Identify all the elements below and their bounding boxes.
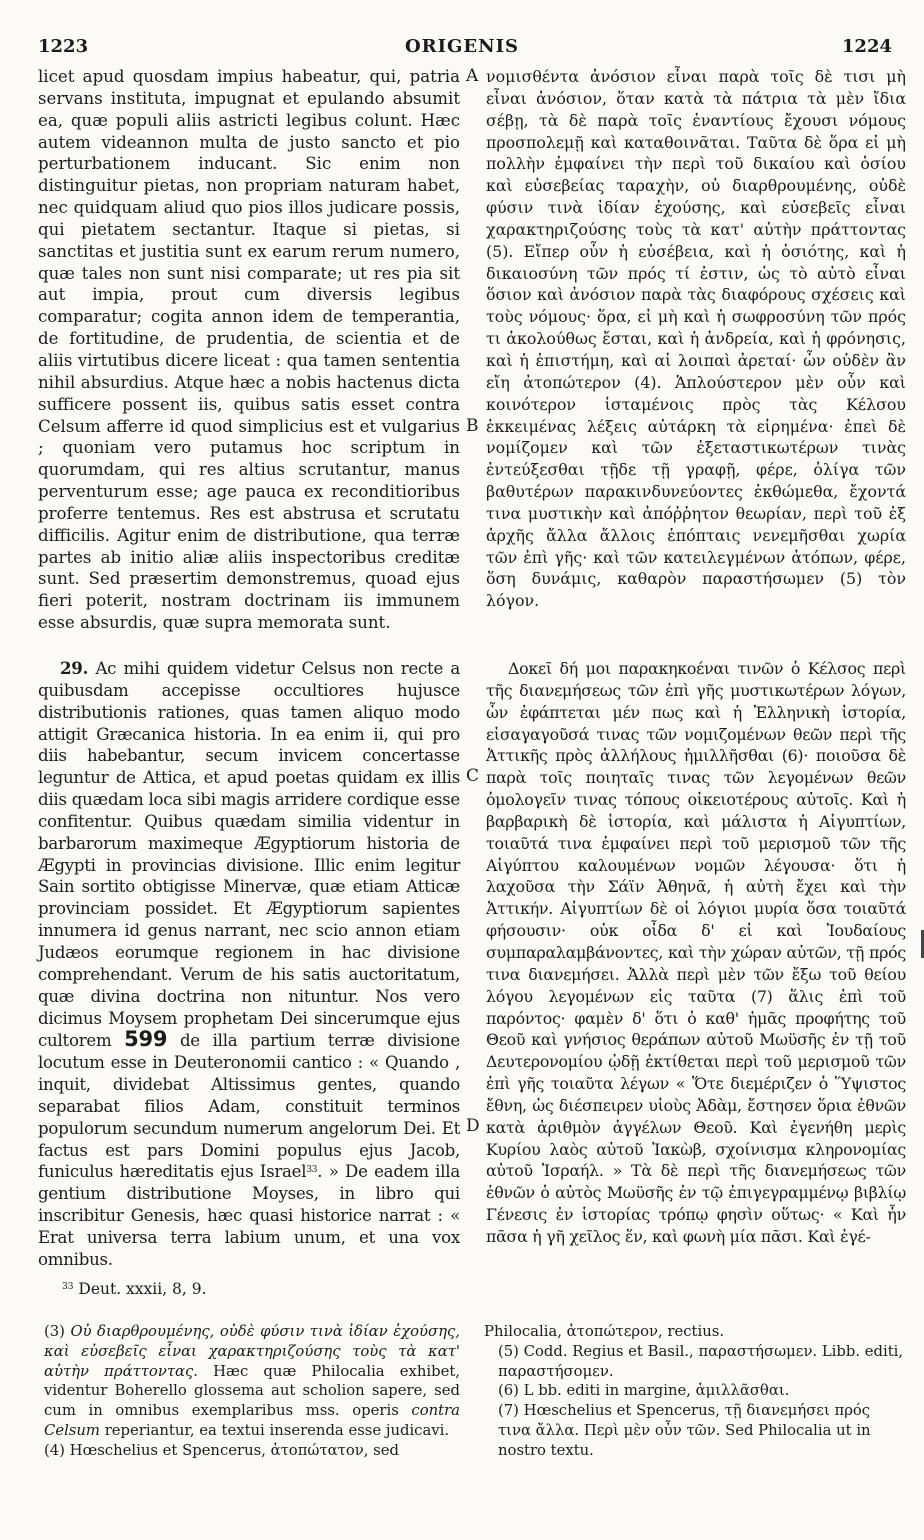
latin-paragraph-29 <box>38 658 460 1271</box>
footnote-text: reperiantur, ea textui inserenda esse judicavi. <box>104 1421 450 1439</box>
latin-paragraph: licet apud quosdam impius habeatur, qui, patria servans instituta, impugnat et epulando absumit ea, quæ populi aliis astricti legibus colunt. Hæc autem videannon multa de justo sancto et pio perturbationem inducant. Sic enim non distinguitur pietas, non propriam naturam habet, nec quidquam aliud quo pios illos judicare possis, qui pietatem sectantur. Itaque si pietas, si sanctitas et justitia sunt ex earum rerum numero, quæ tales non sunt nisi comparate; ut res pia sit aut impia, prout cum diversis legibus comparatur; cogita annon idem de temperantia, de fortitudine, de prudentia, de scientia et de aliis virtutibus dicere liceat : qua tamen sententia nihil absurdius. Atque hæc a nobis hactenus dicta sufficere possent iis, quibus satis esset contra Celsum afferre id quod simplicius est et vulgarius ; quoniam vero putamus hoc scriptum in quorumdam, qui res altius scrutantur, manus perventurum esse; age pauca ex reconditioribus proferre tentemus. Res est abstrusa et scrutatu difficilis. Agitur enim de distributione, qua terræ partes ab initio aliæ aliis inspectoribus creditæ sunt. Sed præsertim demonstremus, quoad ejus fieri poterit, nostram doctrinam iis immunem esse absurdis, quæ supra memorata sunt. <box>38 67 460 633</box>
footnote-text: Deut. xxxii, 8, 9. <box>78 1280 207 1298</box>
greek-paragraph-29: Δοκεῖ δή μοι παρακηκοέναι τινῶν ὁ Κέλσος περὶ τῆς διανεμήσεως τῶν ἐπὶ γῆς μυστικωτέρων λόγων, ὧν ἐφάπτεται μέν πως καὶ ἡ Ἑλληνικὴ ἱστορία, εἰσαγαγοῦσά τινας τῶν νομιζομένων θεῶν περὶ τῆς Ἀττικῆς πρὸς ἀλλήλους ἡμιλλῆσθαι (6)· ποιοῦσα δὲ παρὰ τοῖς ποιηταῖς τινας τῶν λεγομένων θεῶν ὁμολογεῖν τινας τόπους οἰκειοτέρους αὐτοῖς. Καὶ ἡ βαρβαρικὴ δὲ ἱστορία, καὶ μάλιστα ἡ Αἰγυπτίων, τοιαῦτά τινα ἐμφαίνει περὶ τοῦ μερισμοῦ τῶν τῆς Αἰγύπτου καλουμένων νομῶν λέγουσα· ὅτι ἡ λαχοῦσα τὴν Σάϊν Ἀθηνᾶ, ἡ αὐτὴ ἔχει καὶ τὴν Ἀττικήν. Αἰγυπτίων δὲ οἱ λόγιοι μυρία ὅσα τοιαῦτά φήσουσιν· οὐκ οἶδα δ' εἰ καὶ Ἰουδαίους συμπαραλαμβάνοντες, καὶ τὴν χώραν αὐτῶν, τῇ πρός τινα διανεμήσει. Ἀλλὰ περὶ μὲν τῶν ἔξω τοῦ θείου λόγου λεγομένων εἰς ταῦτα (7) ἅλις ἐπὶ τοῦ παρόντος· φαμὲν δ' ὅτι ὁ καθ' ἡμᾶς προφήτης τοῦ Θεοῦ καὶ γνήσιος θεράπων αὐτοῦ Μωϋσῆς ἐν τῇ τοῦ Δευτερονομίου ᾠδῇ ἐκτίθεται περὶ τοῦ μερισμοῦ τῶν ἐπὶ γῆς τοιαῦτα λέγων « Ὅτε διεμέριζεν ὁ Ὕψιστος ἔθνη, ὡς διέσπειρεν υἱοὺς Ἀδὰμ, ἔστησεν ὅρια ἐθνῶν κατὰ ἀριθμὸν ἀγγέλων Θεοῦ. Καὶ ἐγενήθη μερὶς Κυρίου λαὸς αὐτοῦ Ἰακὼβ, σχοίνισμα κληρονομίας αὐτοῦ Ἰσραήλ. » Τὰ δὲ περὶ τῆς διανεμήσεως τῶν ἐθνῶν ὁ αὐτὸς Μωϋσῆς ἐν τῷ ἐπιγεγραμμένῳ βιβλίῳ Γένεσις ἐν ἱστορίας τρόπῳ φησὶν οὕτως· « Καὶ ἦν πᾶσα ἡ γῆ χεῖλος ἕν, καὶ φωνὴ μία πᾶσι. Καὶ ἐγέ- <box>486 659 906 1246</box>
greek-column-top <box>486 66 906 612</box>
margin-letter-d: D <box>466 1116 480 1136</box>
footnote-number: 33 <box>62 1282 74 1292</box>
margin-letter-a: A <box>466 66 479 86</box>
greek-paragraph: νομισθέντα ἀνόσιον εἶναι παρὰ τοῖς δὲ τισι μὴ εἶναι ἀνόσιον, ὅταν κατὰ τὰ πάτρια τὰ μὲν ἴδια σέβῃ, τὰ δὲ παρὰ τοῖς ἐναντίους ἔχουσι νόμους προσπολεμῇ καὶ καταθοινᾶται. Ταῦτα δὲ ὅρα εἰ μὴ πολλὴν ἐμφαίνει τὴν περὶ τοῦ δικαίου καὶ ὁσίου καὶ εὐσεβείας ταραχὴν, οὐ διαρθρουμένης, οὐδὲ φύσιν τινὰ ἰδίαν ἐχούσης, καὶ εὐσεβεῖς εἶναι χαρακτηριζούσης τοὺς τὰ κατ' αὐτὴν πράττοντας (5). Εἴπερ οὖν ἡ εὐσέβεια, καὶ ἡ ὁσιότης, καὶ ἡ δικαιοσύνη τῶν πρός τί ἐστιν, ὡς τὸ αὐτὸ εἶναι ὅσιον καὶ ἀνόσιον παρὰ τὰς διαφόρους σχέσεις καὶ τοὺς νόμους· ὅρα, εἰ μὴ καὶ ἡ σωφροσύνη τῶν πρός τι ἀκολούθως ἔσται, καὶ ἡ ἀνδρεία, καὶ ἡ φρόνησις, καὶ ἡ ἐπιστήμη, καὶ αἱ λοιπαὶ ἀρεταί· ὧν οὐδὲν ἂν εἴη ἀτοπώτερον (4). Ἁπλούστερον μὲν οὖν καὶ κοινότερον ἱσταμένοις πρὸς τὰς Κέλσου ἐκκειμένας λέξεις αὐτάρκη τὰ εἰρημένα· ἐπεὶ δὲ νομίζομεν καὶ τῶν ἐξεταστικωτέρων τινὰς ἐντεύξεσθαι τῇδε τῇ γραφῇ, φέρε, ὀλίγα τῶν βαθυτέρων παρακινδυνεύοντες ἐκθώμεθα, ἔχοντά τινα μυστικὴν καὶ ἀπόῤῥητον θεωρίαν, περὶ τοῦ ἐξ ἀρχῆς ἄλλα ἄλλοις ἐπόπταις νενεμῆσθαι χωρία τῶν ἐπὶ γῆς· καὶ τῶν κατειλεγμένων ἀτόπων, φέρε, ὅση δυνάμις, καθαρὸν παραστήσωμεν (5) τὸν λόγον. <box>486 67 906 611</box>
footnote-5: (5) Codd. Regius et Basil., παραστήσωμεν. Libb. editi, παραστήσομεν. <box>498 1342 904 1380</box>
latin-text: . » De eadem illa gentium distributione Moyses, in libro qui inscribitur Genesis, hæc quasi historice narrat : « Erat universa terra labium unum, et una vox omnibus. <box>38 1162 460 1269</box>
page-number-right: 1224 <box>841 36 892 57</box>
page-title: ORIGENIS <box>404 36 520 57</box>
footnote-4-cont: Philocalia, ἀτοπώτερον, rectius. <box>484 1323 725 1340</box>
footnote-greek: Οὐ διαρθρουμένης, οὐδὲ φύσιν τινὰ ἰδίαν ἐχούσης, καὶ εὐσεβεῖς εἶναι χαρακτηριζούσης τοὺς τὰ κατ' αὐτὴν πράττοντας. <box>44 1323 460 1380</box>
footnote-7: (7) Hœschelius et Spencerus, τῇ διανεμήσει πρός τινα ἄλλα. Περὶ μὲν οὖν τῶν. Sed Philocalia ut in nostro textu. <box>498 1402 871 1459</box>
edition-page-number: 599 <box>124 1027 168 1052</box>
scripture-footnote <box>62 1280 207 1298</box>
latin-text: de illa partium terræ divisione locutum esse in Deuteronomii cantico : « Quando , inquit, dividebat Altissimus gentes, quando separabat filios Adam, constituit terminos populorum secundum numerum angelorum Dei. Et factus est pars Domini populus ejus Jacob, funiculus hæreditatis ejus Israel <box>38 1031 460 1182</box>
margin-letter-b: B <box>466 416 479 436</box>
footnote-title: contra Celsum <box>44 1402 460 1439</box>
latin-column-top <box>38 66 460 634</box>
section-number: 29. <box>60 658 89 678</box>
footnotes-right <box>484 1322 904 1461</box>
page-number-left: 1223 <box>38 36 89 57</box>
footnote-4: (4) Hœschelius et Spencerus, ἀτοπώτατον, sed <box>44 1441 399 1459</box>
latin-text: Ac mihi quidem videtur Celsus non recte a quibusdam accepisse occultiores hujusce distributionis rationes, quas tamen aliquo modo attigit Græcanica historia. In ea enim ii, qui pro diis habebantur, secum invicem concertasse leguntur de Attica, et apud poetas quidam ex illis diis quædam loca sibi magis arridere cordique esse confitentur. Quibus quædam similia videntur in barbarorum maximeque Ægyptiorum historia de Ægypti in provincias divisione. Illic enim legitur Sain sortito obtigisse Minervæ, quæ etiam Atticæ provinciam possidet. Et Ægyptiorum sapientes innumera id genus narrant, nec scio annon etiam Judæos eorumque regionem in hac divisione comprehendant. Verum de his satis auctoritatum, quæ divina doctrina non nituntur. Nos vero dicimus Moysem prophetam Dei sincerumque ejus cultorem <box>38 659 461 1051</box>
footnote-3 <box>44 1322 460 1441</box>
footnote-text: Hæc quæ Philocalia exhibet, videntur Boherello glossema aut scholion sapere, sed cum in omnibus exemplaribus mss. operis <box>44 1362 460 1420</box>
footnote-6: (6) L bb. editi in margine, ἁμιλλᾶσθαι. <box>498 1382 790 1400</box>
latin-column-bottom <box>38 658 460 1271</box>
footnote-marker: 33 <box>306 1165 318 1176</box>
greek-column-bottom <box>486 658 906 1248</box>
footnotes-left <box>44 1322 460 1461</box>
running-header <box>0 36 924 66</box>
margin-letter-c: C <box>466 766 480 786</box>
footnote-number: (3) <box>44 1323 65 1340</box>
